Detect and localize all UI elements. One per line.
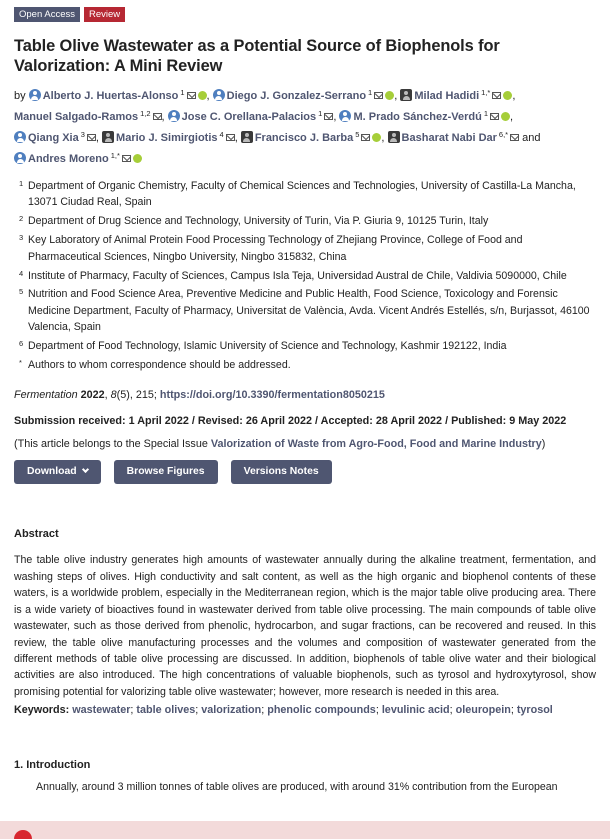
affiliation-text: Department of Food Technology, Islamic University of Science and Technology, Kashmir 192122, India <box>28 340 507 353</box>
keyword-link[interactable]: levulinic acid <box>381 704 450 717</box>
author-separator: , <box>381 132 385 144</box>
floating-action-button[interactable] <box>14 830 32 839</box>
affiliation-text: Institute of Pharmacy, Faculty of Sciences, Campus Isla Teja, Universidad Austral de Chile, Valdivia 5090000, Chile <box>28 269 567 282</box>
email-icon[interactable] <box>361 134 370 141</box>
author-affiliation-sup: 5 <box>355 130 360 139</box>
email-icon[interactable] <box>490 113 499 120</box>
affiliation-text: Department of Drug Science and Technology, University of Turin, Via P. Giuria 9, 10125 Turin, Italy <box>28 215 489 228</box>
author-affiliation-sup: 1 <box>483 109 488 118</box>
author-separator: , <box>510 111 514 123</box>
email-icon[interactable] <box>226 134 235 141</box>
affiliation-text: Nutrition and Food Science Area, Preventive Medicine and Public Health, Food Science, Toxicology and Forensic Medicine Department, Faculty of Pharmacy, Universitat de València, Avda. Vicent Andrés Estellés, s/n, Burjassot, 46100 Valencia, Spain <box>28 288 590 334</box>
action-buttons <box>14 460 596 484</box>
keyword-link[interactable]: table olives <box>136 704 196 717</box>
email-icon[interactable] <box>87 134 96 141</box>
author-item <box>213 90 398 102</box>
browse-figures-button[interactable]: Browse Figures <box>114 460 218 484</box>
keyword-link[interactable]: tyrosol <box>516 704 553 717</box>
author-item <box>168 111 337 123</box>
affiliation-item <box>14 232 596 265</box>
author-avatar-icon <box>14 131 26 143</box>
chevron-down-icon <box>82 466 89 473</box>
citation: Fermentation 2022, 8(5), 215; https://doi.org/10.3390/fermentation8050215 <box>14 389 385 402</box>
keyword-link[interactable]: wastewater <box>72 704 131 717</box>
author-separator: , <box>512 90 516 102</box>
special-issue-link[interactable]: Valorization of Waste from Agro-Food, Food and Marine Industry <box>210 438 542 451</box>
email-icon[interactable] <box>187 92 196 99</box>
author-name-link[interactable]: Alberto J. Huertas-Alonso <box>42 90 179 102</box>
email-icon[interactable] <box>492 92 501 99</box>
author-item <box>14 153 142 165</box>
author-avatar-icon <box>213 89 225 101</box>
affiliation-item <box>14 268 596 284</box>
affiliation-number: 6 <box>19 339 24 349</box>
author-affiliation-sup: 1 <box>180 88 185 97</box>
keywords-label: Keywords: <box>14 704 70 717</box>
email-icon[interactable] <box>374 92 383 99</box>
affiliation-item <box>14 286 596 335</box>
authors-prefix: by <box>14 90 26 102</box>
author-name-link[interactable]: Basharat Nabi Dar <box>401 132 497 144</box>
author-affiliation-sup: 1,2 <box>140 109 151 118</box>
abstract-heading: Abstract <box>14 528 59 541</box>
author-item <box>14 111 165 123</box>
publication-dates: Submission received: 1 April 2022 / Revised: 26 April 2022 / Accepted: 28 April 2022 / Published: 9 May 2022 <box>14 415 567 428</box>
author-avatar-icon <box>388 131 400 143</box>
author-affiliation-sup: 4 <box>219 130 224 139</box>
author-item <box>241 132 385 144</box>
author-separator: , <box>161 111 165 123</box>
orcid-icon[interactable] <box>133 154 142 163</box>
special-issue-note <box>14 438 596 450</box>
author-item <box>400 90 515 102</box>
author-separator: , <box>333 111 337 123</box>
doi-link[interactable]: https://doi.org/10.3390/fermentation8050215 <box>159 389 385 402</box>
affiliation-text: Department of Organic Chemistry, Faculty of Chemical Sciences and Technologies, University of Castilla-La Mancha, 13071 Ciudad Real, Spain <box>28 180 576 209</box>
author-avatar-icon <box>241 131 253 143</box>
open-access-badge[interactable]: Open Access <box>14 7 80 22</box>
orcid-icon[interactable] <box>198 91 207 100</box>
download-label: Download <box>27 466 77 478</box>
author-affiliation-sup: 6,* <box>498 130 509 139</box>
email-icon[interactable] <box>153 113 162 120</box>
author-avatar-icon <box>400 89 412 101</box>
author-avatar-icon <box>14 152 26 164</box>
author-list <box>14 84 596 168</box>
keyword-link[interactable]: valorization <box>201 704 262 717</box>
affiliation-item <box>14 178 596 211</box>
author-affiliation-sup: 1,* <box>110 151 120 160</box>
author-separator: , <box>394 90 398 102</box>
author-name-link[interactable]: Andres Moreno <box>28 153 109 165</box>
author-name-link[interactable]: Francisco J. Barba <box>254 132 354 144</box>
affiliation-number: * <box>19 358 22 368</box>
special-issue-prefix: (This article belongs to the Special Issue <box>14 438 211 451</box>
author-name-link[interactable]: Manuel Salgado-Ramos <box>14 111 139 123</box>
affiliation-number: 1 <box>19 179 24 188</box>
bottom-banner <box>0 821 610 839</box>
special-issue-suffix: ) <box>541 438 546 451</box>
author-item <box>388 132 541 144</box>
orcid-icon[interactable] <box>503 91 512 100</box>
abstract-text: The table olive industry generates high amounts of wastewater annually during the alkaline treatment, fermentation, and washing steps of olives. High conductivity and salt content, as well as the high organic and biophenol contents of these waters, is a worldwide problem, especially in the Mediterranean region, which is the major table olive producing area. There is a wide variety of bioactives found in wastewater derived from table olive processing. The main compounds of table olive wastewater, such as those derived from phenolic, hydrocarbon, and sugar fractions, can be recovered and reused. In this review, the table olive manufacturing processes and the volumes and composition of wastewater generated from the different methods of table olive processing are discussed. In addition, biophenols of table olive water and their biological activities are also introduced. The high concentrations of valuable biophenols, such as tyrosol and hydroxytyrosol, show promising potential for valorizing table olive wastewater; however, more research is needed in this area. <box>14 554 596 698</box>
author-affiliation-sup: 1,* <box>481 88 491 97</box>
author-separator: , <box>95 132 99 144</box>
author-affiliation-sup: 1 <box>318 109 323 118</box>
affiliation-text: Key Laboratory of Animal Protein Food Processing Technology of Zhejiang Province, College of Food and Pharmaceutical Sciences, Ningbo University, Ningbo 315832, China <box>28 234 523 263</box>
citation-year: 2022 <box>80 389 105 402</box>
author-item <box>102 132 238 144</box>
author-avatar-icon <box>339 110 351 122</box>
author-name-link[interactable]: Jose C. Orellana-Palacios <box>181 111 317 123</box>
affiliation-number: 4 <box>19 268 24 278</box>
citation-issue-pages: (5), 215; <box>116 389 160 402</box>
author-affiliation-sup: 3 <box>80 130 85 139</box>
keyword-link[interactable]: oleuropein <box>455 704 511 717</box>
download-button[interactable] <box>14 460 101 484</box>
email-icon[interactable] <box>510 134 519 141</box>
author-name-link[interactable]: Qiang Xia <box>28 132 79 144</box>
orcid-icon[interactable] <box>501 112 510 121</box>
article-title: Table Olive Wastewater as a Potential Source of Biophenols for Valorization: A Mini Review <box>14 37 500 75</box>
affiliation-item <box>14 213 596 229</box>
author-name-link[interactable]: Mario J. Simirgiotis <box>116 132 218 144</box>
badges <box>14 7 596 22</box>
author-name-link[interactable]: Diego J. Gonzalez-Serrano <box>226 90 367 102</box>
introduction-text: Annually, around 3 million tonnes of table olives are produced, with around 31% contribution from the European <box>36 781 558 794</box>
author-separator: , <box>206 90 210 102</box>
keywords: Keywords: wastewater; table olives; valorization; phenolic compounds; levulinic acid; oleuropein; tyrosol <box>14 704 553 717</box>
affiliation-number: 2 <box>19 214 24 224</box>
affiliation-text: Authors to whom correspondence should be addressed. <box>28 359 291 372</box>
section-heading-introduction: 1. Introduction <box>14 759 91 772</box>
journal-name: Fermentation <box>14 389 78 402</box>
affiliation-item <box>14 357 596 373</box>
author-name-link[interactable]: Milad Hadidi <box>414 90 480 102</box>
author-item <box>14 132 99 144</box>
author-item <box>339 111 513 123</box>
author-name-link[interactable]: M. Prado Sánchez-Verdú <box>353 111 482 123</box>
orcid-icon[interactable] <box>385 91 394 100</box>
email-icon[interactable] <box>122 155 131 162</box>
affiliation-item <box>14 338 596 354</box>
author-affiliation-sup: 1 <box>368 88 373 97</box>
keyword-link[interactable]: phenolic compounds <box>267 704 376 717</box>
author-avatar-icon <box>102 131 114 143</box>
author-separator: , <box>234 132 238 144</box>
author-avatar-icon <box>29 89 41 101</box>
affiliation-number: 3 <box>19 233 24 243</box>
author-separator: and <box>519 132 541 144</box>
citation-volume: 8 <box>110 389 117 402</box>
author-item <box>29 90 210 102</box>
review-badge[interactable]: Review <box>84 7 125 22</box>
versions-notes-button[interactable]: Versions Notes <box>231 460 332 484</box>
author-avatar-icon <box>168 110 180 122</box>
affiliation-number: 5 <box>19 287 24 297</box>
affiliation-list <box>14 178 596 373</box>
email-icon[interactable] <box>324 113 333 120</box>
